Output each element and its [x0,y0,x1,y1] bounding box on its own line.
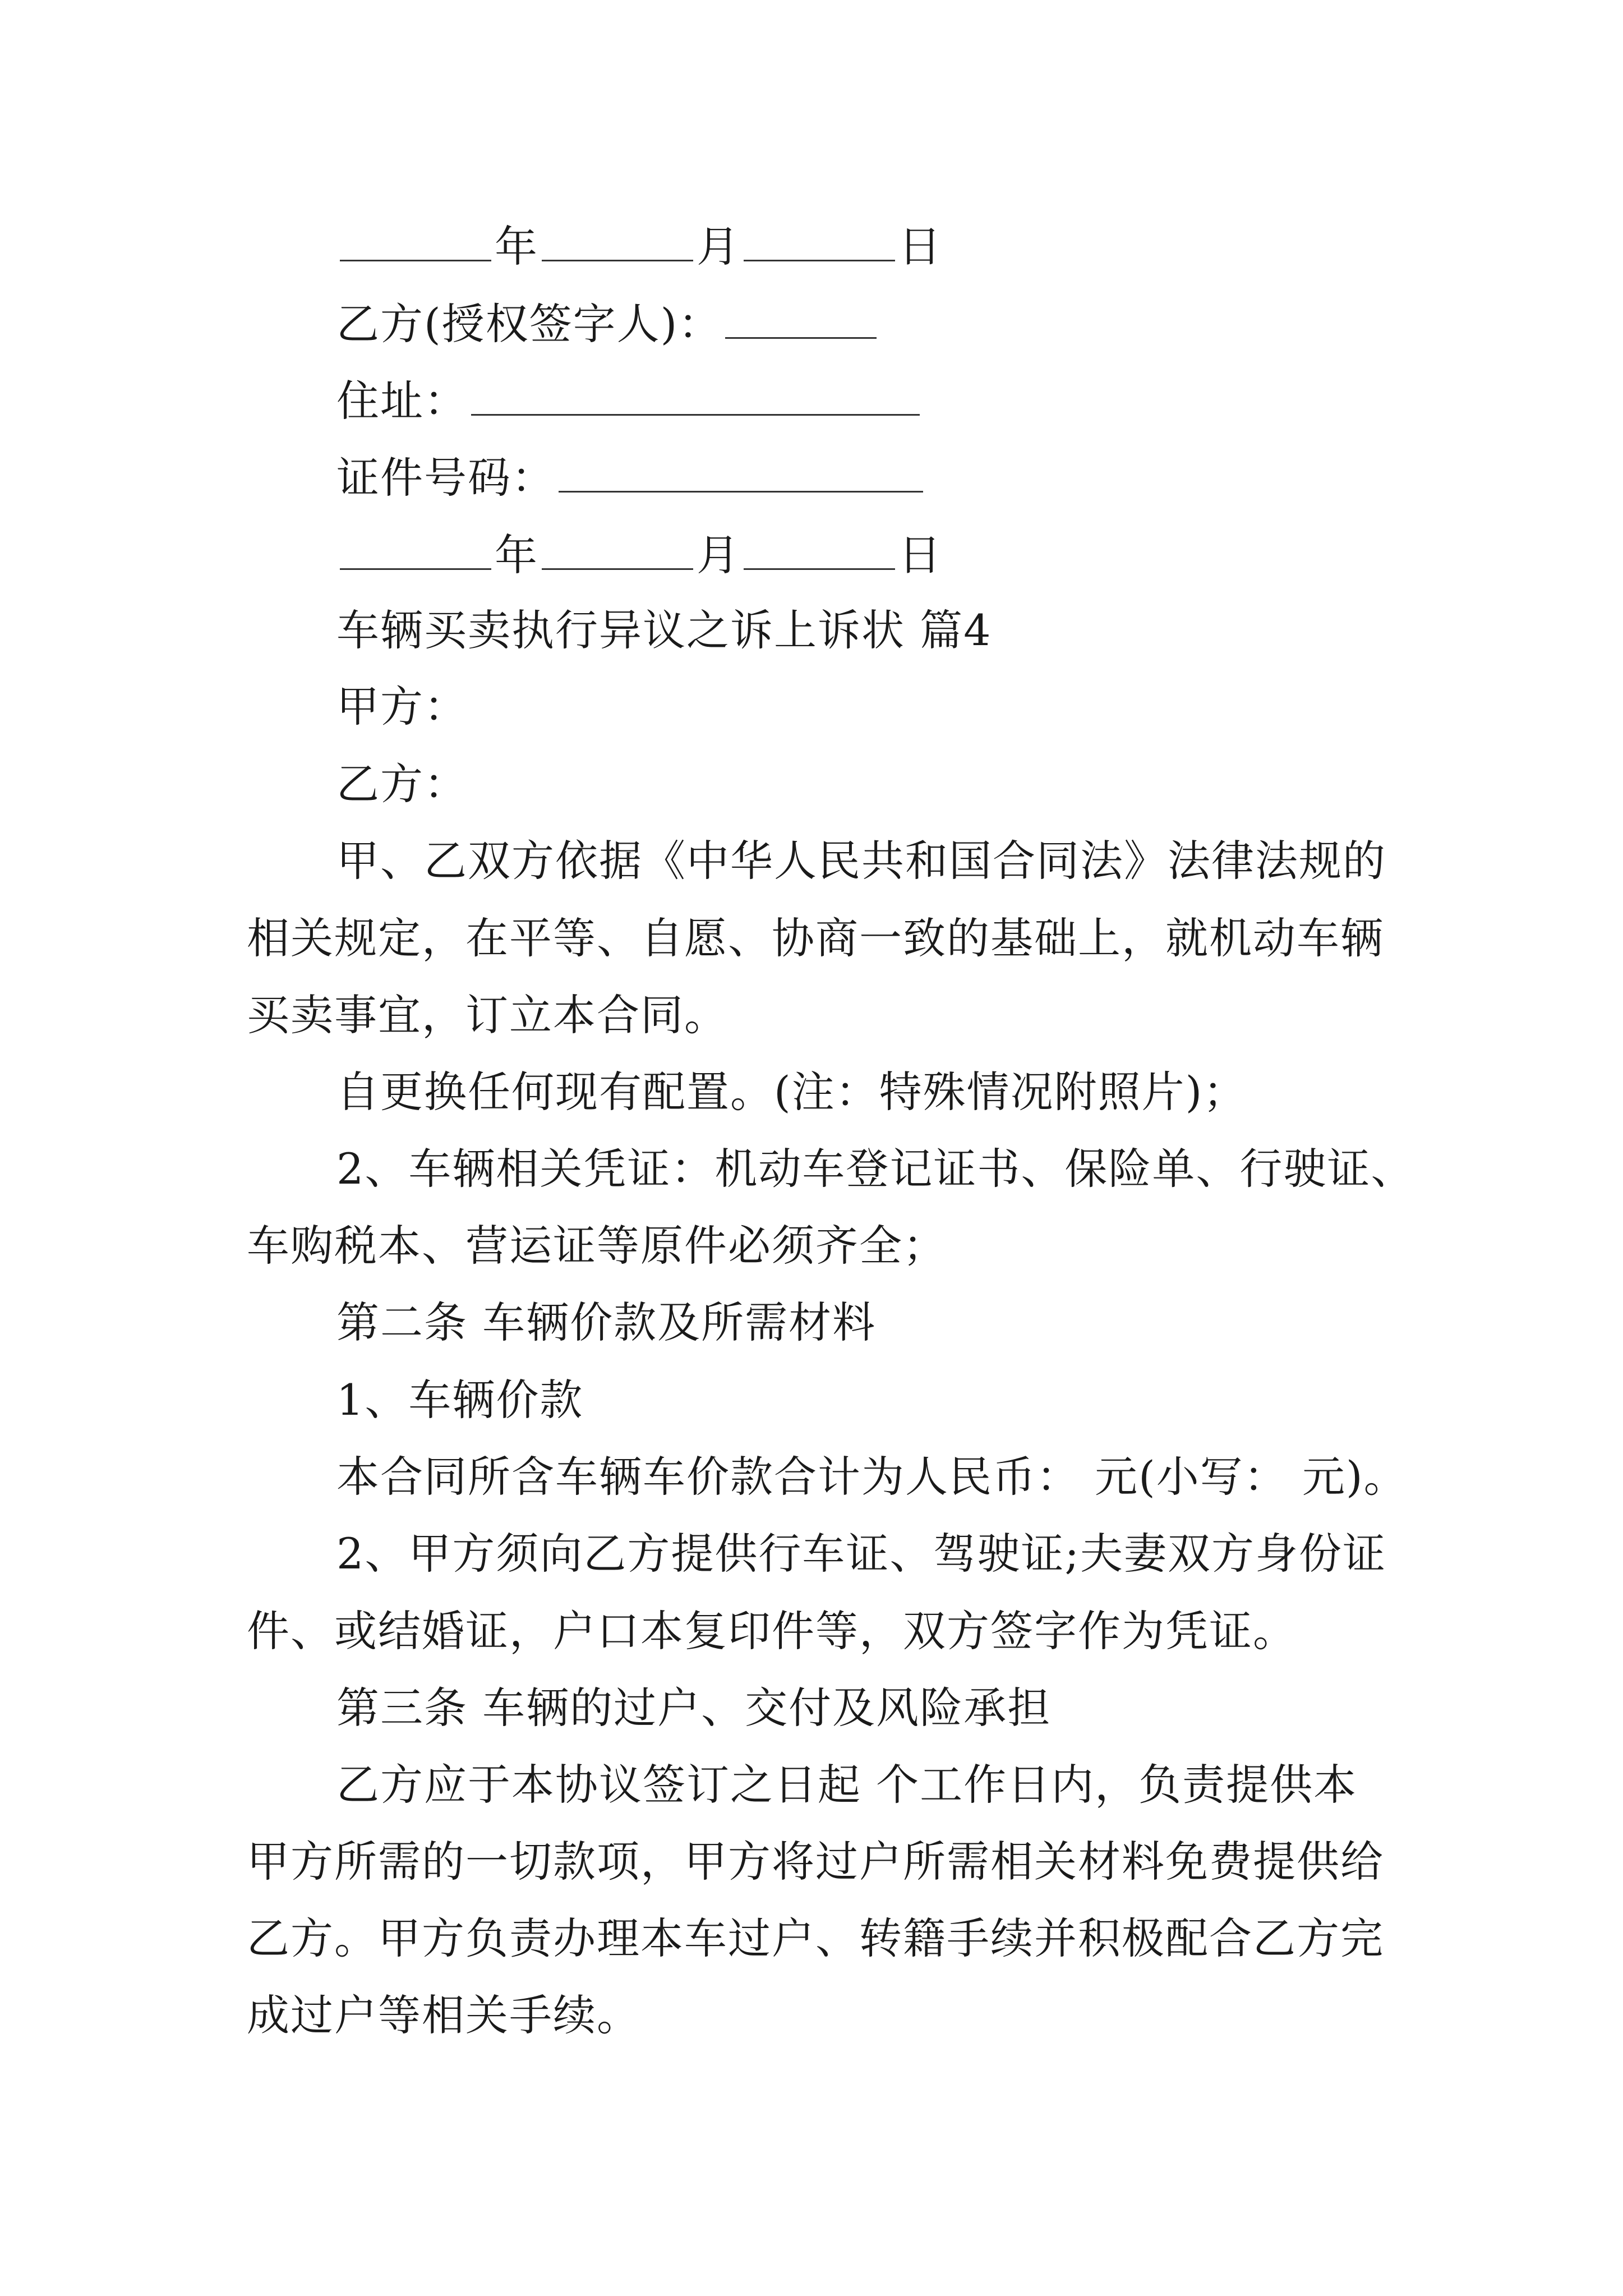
paragraph-line: 甲、乙双方依据《中华人民共和国合同法》法律法规的 [336,836,1386,886]
blank-field [542,533,693,570]
blank-field [725,302,877,339]
address-label: 住址： [336,376,468,426]
clause-title: 1、车辆价款 [336,1375,584,1425]
id-number-label: 证件号码： [336,453,555,503]
paragraph-line: 乙方。甲方负责办理本车过户、转籍手续并积极配合乙方完 [247,1913,1384,1963]
year-label: 年 [495,530,538,580]
article-heading: 第二条 车辆价款及所需材料 [336,1297,877,1347]
blank-field [559,456,923,493]
party-a-label: 甲方： [336,682,468,731]
blank-field [340,225,491,261]
day-label: 日 [898,530,942,580]
blank-field [744,225,895,261]
paragraph-line: 乙方应于本协议签订之日起 个工作日内，负责提供本 [336,1760,1358,1810]
blank-field [744,533,895,570]
party-b-signature-label: 乙方(授权签字人)： [336,299,722,349]
party-b-signature-line [336,296,880,352]
paragraph-line: 甲方所需的一切款项，甲方将过户所需相关材料免费提供给 [247,1837,1384,1887]
paragraph-line: 相关规定，在平等、自愿、协商一致的基础上，就机动车辆 [247,913,1384,963]
year-label: 年 [495,222,538,272]
month-label: 月 [697,222,740,272]
address-line [336,373,923,429]
id-number-line [336,450,926,506]
party-b-label: 乙方： [336,759,468,809]
paragraph-line: 自更换任何现有配置。(注：特殊情况附照片)； [336,1067,1247,1117]
paragraph-line: 本合同所含车辆车价款合计为人民币： 元(小写： 元)。 [336,1452,1408,1502]
blank-field [542,225,693,261]
month-label: 月 [697,530,740,580]
day-label: 日 [898,222,942,272]
paragraph-line: 2、甲方须向乙方提供行车证、驾驶证;夫妻双方身份证 [336,1529,1386,1579]
date-line-2 [336,527,942,583]
blank-field [340,533,491,570]
paragraph-line: 成过户等相关手续。 [247,1990,640,2040]
paragraph-line: 车购税本、营运证等原件必须齐全； [247,1221,947,1271]
date-line-1 [336,219,942,275]
section-heading: 车辆买卖执行异议之诉上诉状 篇4 [336,605,992,655]
paragraph-line: 2、车辆相关凭证：机动车登记证书、保险单、行驶证、 [336,1144,1415,1194]
paragraph-line: 件、或结婚证，户口本复印件等，双方签字作为凭证。 [247,1606,1297,1656]
blank-field [471,379,920,416]
paragraph-line: 买卖事宜，订立本合同。 [247,990,728,1040]
article-heading: 第三条 车辆的过户、交付及风险承担 [336,1683,1052,1733]
